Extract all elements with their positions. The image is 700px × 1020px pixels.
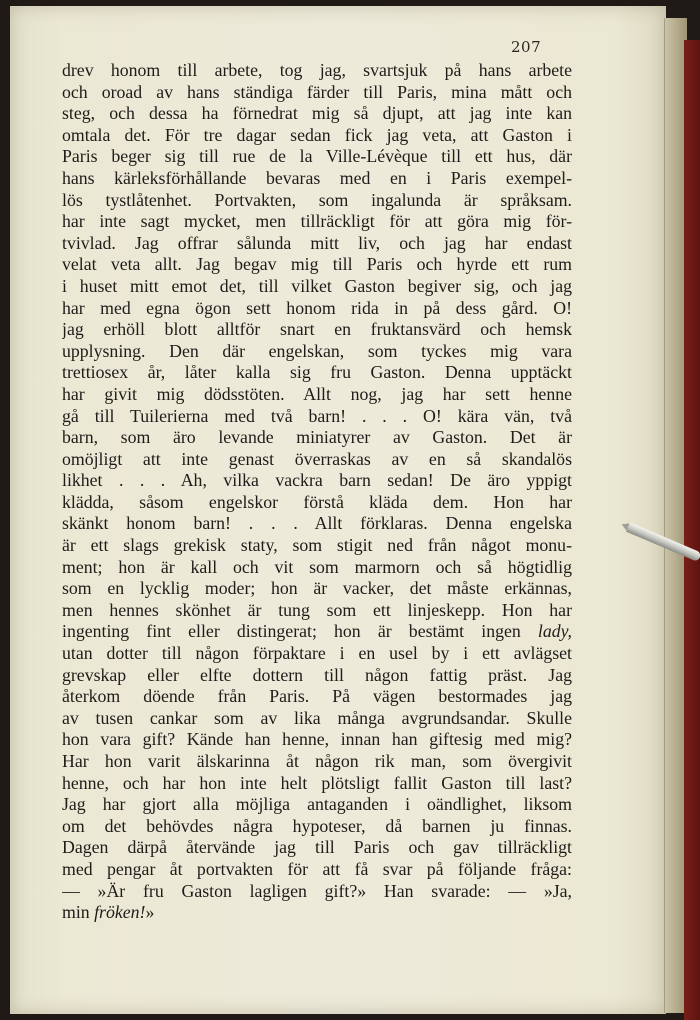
- text-line: Paris beger sig till rue de la Ville-Lévèque till ett hus, där: [62, 146, 572, 167]
- book-cover-edge: [684, 40, 700, 1020]
- text-line: ment; hon är kall och vit som marmorn och så högtidlig: [62, 556, 572, 577]
- text-line: — »Är fru Gaston lagligen gift?» Han svarade: — »Ja,: [62, 880, 572, 901]
- text-line: tvivlad. Jag offrar sålunda mitt liv, och jag har endast: [62, 232, 572, 253]
- text-line: [62, 902, 572, 924]
- text-line: klädda, såsom engelskor förstå kläda dem. Hon har: [62, 491, 572, 512]
- text-line: upplysning. Den där engelskan, som tyckes mig vara: [62, 340, 572, 361]
- italic-word: fröken!: [94, 902, 146, 923]
- text-line: av tusen cankar som av lika många avgrundsandar. Skulle: [62, 707, 572, 728]
- text-line-segment: min: [62, 902, 95, 923]
- text-line: barn, som äro levande miniatyrer av Gaston. Det är: [62, 427, 572, 448]
- text-line: är ett slags grekisk staty, som stigit ned från något monu-: [62, 535, 572, 556]
- text-line: gå till Tuilerierna med två barn! . . . O! kära vän, två: [62, 405, 572, 426]
- text-line: Jag har gjort alla möjliga antaganden i oändlighet, liksom: [62, 794, 572, 815]
- text-line: omöjligt att inte genast överraskas av en så skandalös: [62, 448, 572, 469]
- text-line: i huset mitt emot det, till vilket Gaston begiver sig, och jag: [62, 275, 572, 296]
- text-line: om det behövdes några hypoteser, då barnen ju finnas.: [62, 815, 572, 836]
- text-line: jag erhöll blott alltför snart en fruktansvärd och hemsk: [62, 319, 572, 340]
- text-line: hon vara gift? Kände han henne, innan han giftesig med mig?: [62, 729, 572, 750]
- text-line: har inte sagt mycket, men tillräckligt för att göra mig för-: [62, 211, 572, 232]
- page-number: 207: [511, 38, 542, 56]
- text-line: [62, 621, 572, 643]
- text-line: likhet . . . Ah, vilka vackra barn sedan! De äro yppigt: [62, 470, 572, 491]
- text-line: och oroad av hans ständiga färder till Paris, mina mått och: [62, 81, 572, 102]
- text-line: omtala det. För tre dagar sedan fick jag veta, att Gaston i: [62, 124, 572, 145]
- text-line: steg, och dessa ha förnedrat mig så djupt, att jag inte kan: [62, 103, 572, 124]
- text-line: drev honom till arbete, tog jag, svartsjuk på hans arbete: [62, 60, 572, 80]
- text-line: som en lycklig moder; hon är vacker, det måste erkännas,: [62, 578, 572, 599]
- text-line: har med egna ögon sett honom rida in på dess gård. O!: [62, 297, 572, 318]
- page-text: [62, 60, 572, 924]
- text-line: trettiosex år, låter kalla sig fru Gaston. Denna upptäckt: [62, 362, 572, 383]
- text-line: grevskap eller elfte dottern till någon fattig präst. Jag: [62, 664, 572, 685]
- text-line: lös tystlåtenhet. Portvakten, som ingalunda är språksam.: [62, 189, 572, 210]
- text-line: hans kärleksförhållande bevaras med en i Paris exempel-: [62, 167, 572, 188]
- text-line: velat veta allt. Jag begav mig till Paris och hyrde ett rum: [62, 254, 572, 275]
- italic-word: lady,: [537, 621, 572, 642]
- text-line-segment: ingenting fint eller distingerat; hon är bestämt ingen: [62, 621, 538, 642]
- text-line: men hennes skönhet är tung som ett linjeskepp. Hon har: [62, 599, 572, 620]
- text-line: utan dotter till någon förpaktare i en usel by i ett avlägset: [62, 643, 572, 664]
- closing-quote: »: [145, 902, 155, 923]
- text-line: Har hon varit älskarinna åt någon rik man, som övergivit: [62, 751, 572, 771]
- text-line: henne, och har hon inte helt plötsligt fallit Gaston till last?: [62, 772, 572, 793]
- text-line: Dagen därpå återvände jag till Paris och gav tillräckligt: [62, 837, 572, 858]
- text-line: med pengar åt portvakten för att få svar på följande fråga:: [62, 858, 572, 879]
- text-line: har givit mig dödsstöten. Allt nog, jag har sett henne: [62, 383, 572, 404]
- text-line: återkom döende från Paris. På vägen bestormades jag: [62, 686, 572, 707]
- text-line: skänkt honom barn! . . . Allt förklaras. Denna engelska: [62, 513, 572, 534]
